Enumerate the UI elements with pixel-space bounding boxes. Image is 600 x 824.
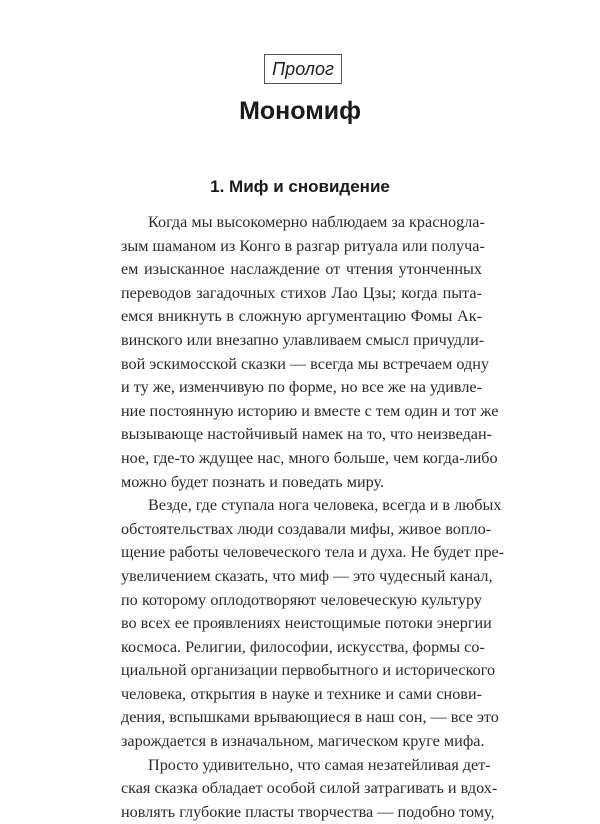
text-line: зым шаманом из Конго в разгар ритуала или получа- — [121, 236, 485, 255]
text-line: зарождается в изначальном, магическом круге мифа. — [121, 732, 485, 751]
text-line: вызывающе настойчивый намек на то, что неизведан- — [121, 425, 493, 444]
text-line: ние постоянную историю и вместе с тем один и тот же — [121, 401, 499, 420]
text-line: ем изысканное наслаждение от чтения утонченных — [121, 260, 482, 279]
text-line: новлять глубокие пласты творчества — подобно тому, — [121, 802, 495, 821]
text-line: ное, где-то ждущее нас, много больше, чем когда-либо — [121, 448, 498, 467]
text-line: во всех ее проявлениях неистощимые потоки энергии — [121, 614, 492, 633]
chapter-label-box — [264, 54, 342, 84]
text-line: вой эскимосской сказки — всегда мы встречаем одну — [121, 354, 490, 373]
chapter-label: Пролог — [272, 59, 334, 79]
section-heading: 1. Миф и сновидение — [210, 177, 390, 196]
text-line: винского или внезапно улавливаем смысл причудли- — [121, 330, 485, 349]
text-line: дения, вспышками врывающиеся в наш сон, — все это — [121, 708, 499, 727]
text-line: Когда мы высокомерно наблюдаем за краснogла- — [148, 213, 485, 231]
text-line: емся вникнуть в сложную аргументацию Фомы Ак- — [121, 307, 482, 326]
text-line: циальной организации первобытного и исторического — [121, 661, 496, 680]
text-line: Просто удивительно, что самая незатейливая дет- — [148, 755, 491, 774]
page-title: Мономиф — [239, 97, 361, 125]
text-line: увеличением сказать, что миф — это чудесный канал, — [121, 566, 493, 585]
text-line: космоса. Религии, философии, искусства, формы со- — [121, 637, 485, 656]
text-line: обстоятельствах люди создавали мифы, живое вопло- — [121, 519, 492, 538]
text-line: Везде, где ступала нога человека, всегда и в любых — [148, 496, 502, 515]
text-line: и ту же, изменчивую по форме, но все же на удивле- — [121, 378, 482, 397]
text-line: по которому оплодотворяют человеческую культуру — [121, 590, 482, 609]
body-text — [121, 211, 505, 824]
text-line: ская сказка обладает особой силой затрагивать и вдох- — [121, 779, 498, 798]
text-line: переводов загадочных стихов Лао Цзы; когда пыта- — [121, 283, 482, 302]
text-line: щение работы человеческого тела и духа. Не будет пре- — [121, 543, 505, 562]
text-line: человека, открытия в науке и технике и сами снови- — [121, 684, 482, 703]
text-line: можно будет познать и поведать миру. — [121, 472, 385, 491]
